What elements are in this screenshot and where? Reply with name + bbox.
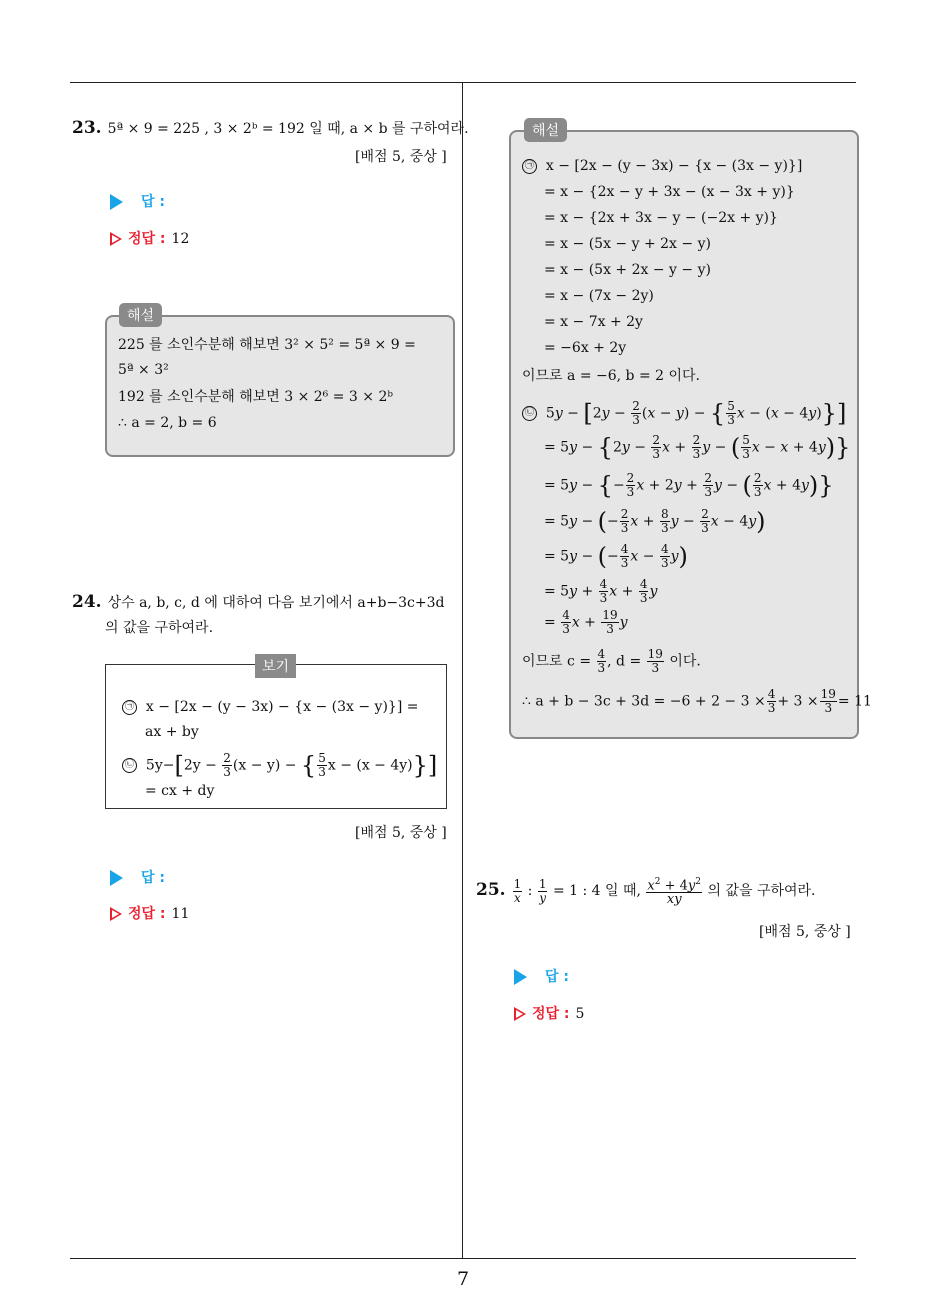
solution-line: 225 를 소인수분해 해보면 3² × 5² = 5ª × 9 = [118, 337, 416, 353]
outline-triangle-icon [110, 907, 122, 921]
solution-line: ∴ a = 2, b = 6 [118, 415, 217, 431]
solution-tag: 해설 [524, 118, 567, 142]
solution-result: 이므로 a = −6, b = 2 이다. [522, 368, 700, 384]
circled-b-icon: ㉡ [122, 758, 137, 773]
solution-line: = x − {2x − y + 3x − (x − 3x + y)} [544, 184, 795, 200]
answer-label: 답 : [141, 194, 165, 210]
example-item-2: ㉡ 5y−[2y − $\frac{2}{3}$ (x − y) − { $\frac{5}{3}$ x − (x − 4y)}] [122, 752, 437, 779]
solution-line: = x − (7x − 2y) [544, 288, 654, 304]
outline-triangle-icon [110, 232, 122, 246]
solution-line: = x − (5x − y + 2x − y) [544, 236, 711, 252]
question-text: = 1 : 4 일 때, [552, 883, 641, 900]
correct-label: 정답 : [128, 906, 166, 922]
solution-line: 5ª × 3² [118, 362, 169, 378]
top-rule [70, 82, 856, 83]
solution-line: = x − {2x + 3x − y − (−2x + y)} [544, 210, 778, 226]
correct-answer-row [110, 903, 189, 923]
question-number: 23. [72, 118, 102, 138]
solution-line: = 5y − (− $\frac{4}{3}$ x − $\frac{4}{3}$ y) [544, 542, 688, 571]
correct-label: 정답 : [532, 1006, 570, 1022]
score-label: [배점 5, 중상 ] [759, 924, 851, 940]
example-item-2-cont: = cx + dy [145, 783, 215, 799]
score-label: [배점 5, 중상 ] [355, 825, 447, 841]
question-number: 24. [72, 592, 102, 612]
circled-b-icon: ㉡ [522, 406, 537, 421]
play-triangle-icon [110, 870, 123, 886]
page-number: 7 [456, 1268, 470, 1290]
answer-row [110, 867, 165, 887]
example-item-1 [122, 697, 418, 717]
bottom-rule [70, 1258, 856, 1259]
answer-row [110, 191, 165, 211]
answer-label: 답 : [545, 969, 569, 985]
circled-a-icon: ㉠ [122, 700, 137, 715]
solution-line: = 5y + $\frac{4}{3}$ x + $\frac{4}{3}$ y [544, 577, 658, 605]
solution-line: = $\frac{4}{3}$ x + $\frac{19}{3}$ y [544, 608, 628, 636]
example-expression: 2y − [183, 757, 217, 774]
example-expression: x − (x − 4y) [327, 757, 413, 774]
question-24 [72, 591, 445, 614]
correct-label: 정답 : [128, 231, 166, 247]
solution-line: = x − 7x + 2y [544, 314, 643, 330]
solution-line: = 5y − (− $\frac{2}{3}$ x + $\frac{8}{3}$ y − $\frac{2}{3}$ x − 4y) [544, 507, 766, 536]
play-triangle-icon [110, 194, 123, 210]
solution-line: = 5y − {2y − $\frac{2}{3}$ x + $\frac{2}{3}$ y − ( $\frac{5}{3}$ x − x + 4y)} [544, 433, 851, 462]
correct-value: 5 [575, 1006, 585, 1022]
example-expression: (x − y) − [232, 757, 297, 774]
answer-row [514, 966, 569, 986]
solution-line: 192 를 소인수분해 해보면 3 × 2⁶ = 3 × 2ᵇ [118, 389, 393, 405]
solution-result: 이므로 c = $\frac{4}{3}$ , d = $\frac{19}{3}$ 이다. [522, 647, 701, 675]
question-text: 의 값을 구하여라. [707, 883, 816, 900]
solution-final: ∴ a + b − 3c + 3d = −6 + 2 − 3 × $\frac{4}{3}$ + 3 × $\frac{19}{3}$ = 11 [522, 687, 872, 715]
solution-line: = x − (5x + 2x − y − y) [544, 262, 711, 278]
outline-triangle-icon [514, 1007, 526, 1021]
answer-label: 답 : [141, 870, 165, 886]
example-item-1-cont: ax + by [145, 724, 199, 740]
correct-value: 11 [171, 906, 190, 922]
circled-a-icon: ㉠ [522, 159, 537, 174]
question-23 [72, 117, 469, 140]
example-tag: 보기 [255, 654, 296, 678]
solution-line: = −6x + 2y [544, 340, 627, 356]
question-number: 25. [476, 880, 506, 901]
solution-line: ㉠ x − [2x − (y − 3x) − {x − (3x − y)}] [522, 156, 802, 176]
solution-line: ㉡ 5y − [2y − $\frac{2}{3}$ (x − y) − { $\frac{5}{3}$ x − (x − 4y)}] [522, 400, 846, 427]
correct-answer-row [514, 1003, 584, 1023]
question-text-cont: 의 값을 구하여라. [105, 620, 214, 636]
solution-line: = 5y − {− $\frac{2}{3}$ x + 2y + $\frac{2}{3}$ y − ( $\frac{2}{3}$ x + 4y)} [544, 471, 834, 500]
correct-answer-row [110, 228, 189, 248]
column-divider [462, 83, 463, 1259]
question-text: 상수 a, b, c, d 에 대하여 다음 보기에서 a+b−3c+3d [107, 595, 445, 611]
question-text: 5ª × 9 = 225 , 3 × 2ᵇ = 192 일 때, a × b 를 구하여라. [107, 121, 469, 137]
example-expression: x − [2x − (y − 3x) − {x − (3x − y)}] = [145, 699, 419, 715]
example-expression: 5y− [145, 757, 175, 774]
play-triangle-icon [514, 969, 527, 985]
solution-tag: 해설 [119, 303, 162, 327]
score-label: [배점 5, 중상 ] [355, 149, 447, 165]
question-25: 25. $\frac{1}{x}$ : $\frac{1}{y}$ = 1 : 4 일 때, $\frac{x^2 + 4y^2}{xy}$ 의 값을 구하여라. [476, 876, 816, 908]
correct-value: 12 [171, 231, 190, 247]
